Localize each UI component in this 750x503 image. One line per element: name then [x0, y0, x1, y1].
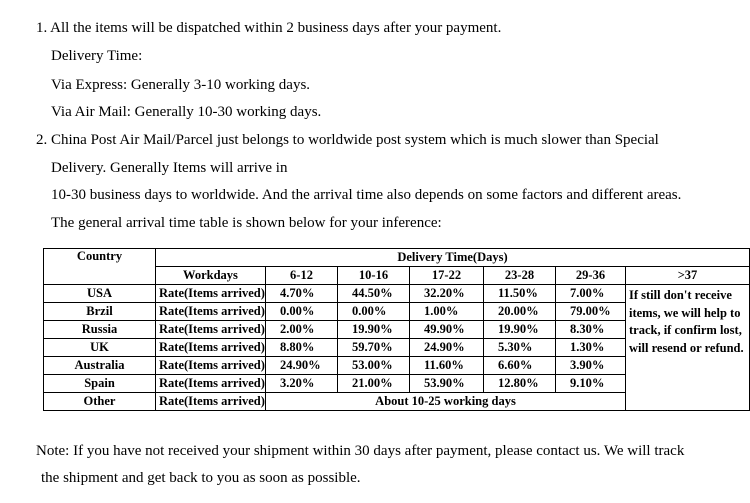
rate-value-cell: 5.30% [484, 339, 556, 357]
rate-label-cell: Rate(Items arrived) [156, 303, 266, 321]
rate-value-cell: 2.00% [266, 321, 338, 339]
country-cell: Australia [44, 357, 156, 375]
note-line: Note: If you have not received your shipment within 30 days after payment, please contact us. We will track [36, 443, 685, 459]
rate-value-cell: 12.80% [484, 375, 556, 393]
rate-value-cell: 1.30% [556, 339, 626, 357]
rate-value-cell: 24.90% [410, 339, 484, 357]
rate-value-cell: 53.00% [338, 357, 410, 375]
range-cell: 17-22 [410, 267, 484, 285]
country-cell: Brzil [44, 303, 156, 321]
business-days-line: 10-30 business days to worldwide. And the arrival time also depends on some factors and different areas. [51, 187, 682, 203]
rate-label-cell: Rate(Items arrived) [156, 321, 266, 339]
note-continuation-line: the shipment and get back to you as soon as possible. [41, 470, 361, 486]
rate-value-cell: 7.00% [556, 285, 626, 303]
rate-value-cell: 20.00% [484, 303, 556, 321]
rate-value-cell: 11.50% [484, 285, 556, 303]
china-post-line: 2. China Post Air Mail/Parcel just belongs to worldwide post system which is much slower than Special [36, 132, 659, 148]
rate-value-cell: 11.60% [410, 357, 484, 375]
rate-value-cell: 44.50% [338, 285, 410, 303]
rate-label-cell: Rate(Items arrived) [156, 375, 266, 393]
rate-value-cell: 59.70% [338, 339, 410, 357]
rate-label-cell: Rate(Items arrived) [156, 285, 266, 303]
table-header-row [44, 249, 750, 267]
country-cell: USA [44, 285, 156, 303]
rate-value-cell: 1.00% [410, 303, 484, 321]
rate-label-cell: Rate(Items arrived) [156, 357, 266, 375]
range-cell: 23-28 [484, 267, 556, 285]
country-cell: Russia [44, 321, 156, 339]
rate-label-cell: Rate(Items arrived) [156, 339, 266, 357]
rate-value-cell: 19.90% [338, 321, 410, 339]
rate-value-cell: 0.00% [266, 303, 338, 321]
range-cell: 6-12 [266, 267, 338, 285]
rate-value-cell: 8.80% [266, 339, 338, 357]
lost-item-note: If still don't receive items, we will help to track, if confirm lost, will resend or refund. [626, 285, 750, 411]
rate-value-cell: 53.90% [410, 375, 484, 393]
country-cell: Spain [44, 375, 156, 393]
rate-value-cell: 3.20% [266, 375, 338, 393]
dispatch-line: 1. All the items will be dispatched within 2 business days after your payment. [36, 20, 502, 36]
rate-value-cell: 6.60% [484, 357, 556, 375]
rate-value-cell: 0.00% [338, 303, 410, 321]
country-cell: Other [44, 393, 156, 411]
other-duration-cell: About 10-25 working days [266, 393, 626, 411]
arrival-time-table [43, 248, 750, 411]
rate-value-cell: 49.90% [410, 321, 484, 339]
rate-label-cell: Rate(Items arrived) [156, 393, 266, 411]
range-cell: >37 [626, 267, 750, 285]
workdays-label: Workdays [156, 267, 266, 285]
range-cell: 29-36 [556, 267, 626, 285]
delivery-time-heading: Delivery Time: [51, 48, 143, 64]
express-line: Via Express: Generally 3-10 working days. [51, 77, 311, 93]
country-cell: UK [44, 339, 156, 357]
airmail-line: Via Air Mail: Generally 10-30 working days. [51, 104, 322, 120]
rate-value-cell: 79.00% [556, 303, 626, 321]
delivery-time-header: Delivery Time(Days) [156, 249, 750, 267]
table-intro-line: The general arrival time table is shown below for your inference: [51, 215, 442, 231]
table-row [44, 285, 750, 303]
delivery-continuation-line: Delivery. Generally Items will arrive in [51, 160, 288, 176]
rate-value-cell: 9.10% [556, 375, 626, 393]
rate-value-cell: 21.00% [338, 375, 410, 393]
range-cell: 10-16 [338, 267, 410, 285]
rate-value-cell: 4.70% [266, 285, 338, 303]
rate-value-cell: 32.20% [410, 285, 484, 303]
rate-value-cell: 8.30% [556, 321, 626, 339]
rate-value-cell: 19.90% [484, 321, 556, 339]
rate-value-cell: 24.90% [266, 357, 338, 375]
country-header: Country [44, 249, 156, 285]
rate-value-cell: 3.90% [556, 357, 626, 375]
